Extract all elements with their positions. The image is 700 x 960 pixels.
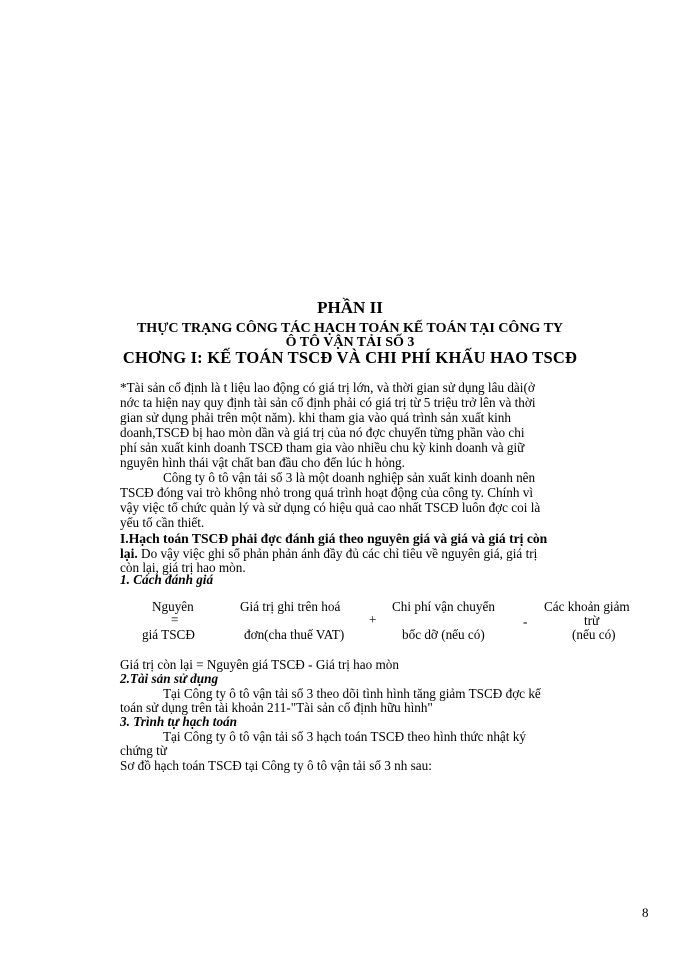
heading-i-line-3: còn lại, giá trị hao mòn. [120,560,246,575]
formula-col4-top: Các khoản giảm [544,599,630,614]
formula-plus: + [369,612,377,627]
intro-line-2: nớc ta hiện nay quy định tài sản cố định phải có giá trị từ 5 triệu trở lên và thời [120,395,536,410]
sub2-line-1: Tại Công ty ô tô vận tải số 3 theo dõi tình hình tăng giảm TSCĐ đợc kế [163,686,541,701]
heading-i-line-1: I.Hạch toán TSCĐ phải đợc đánh giá theo nguyên giá và giá và giá trị còn [120,531,548,546]
sub3-title: 3. Trình tự hạch toán [120,714,237,729]
intro-line-1: *Tài sản cố định là t liệu lao động có giá trị lớn, và thời gian sử dụng lâu dài(ở [120,380,535,395]
formula-col3-top: Chi phí vận chuyển [392,599,495,614]
intro-line-5: phí sản xuất kinh doanh TSCĐ tham gia vào nhiều chu kỳ kinh doanh và giữ [120,440,525,455]
heading-i-bold-end: lại. [120,546,138,561]
formula-col2-bottom: đơn(cha thuế VAT) [244,627,345,642]
sub3-line-2: chứng từ [120,743,167,758]
part-title: PHẦN II [317,298,383,317]
company-line-1: Công ty ô tô vận tải số 3 là một doanh nghiệp sản xuất kinh doanh nên [163,470,536,485]
heading-i-rest: Do vậy việc ghi sổ phản phản ánh đầy đủ các chỉ tiêu về nguyên giá, giá trị [137,546,538,561]
residual-value-line: Giá trị còn lại = Nguyên giá TSCĐ - Giá trị hao mòn [120,657,399,672]
page-number: 8 [642,905,649,920]
intro-line-4: doanh,TSCĐ bị hao mòn dần và giá trị của nó đợc chuyển từng phần vào chi [120,425,525,440]
heading-i-line-2 [120,546,537,561]
formula-col3-bottom: bốc dỡ (nếu có) [402,627,485,642]
section-title-line1: THỰC TRẠNG CÔNG TÁC HẠCH TOÁN KẾ TOÁN TẠI CÔNG TY [136,321,564,336]
formula-col1-top: Nguyên [152,599,194,614]
sub2-line-2: toán sử dụng trên tài khoản 211-"Tài sản cố định hữu hình" [120,700,433,715]
formula-col2-top: Giá trị ghi trên hoá [240,599,341,614]
formula-equals: = [171,612,179,627]
intro-line-3: gian sử dụng phải trên một năm). khi tham gia vào quá trình sản xuất kinh [120,410,511,425]
chapter-title: CHƠNG I: KẾ TOÁN TSCĐ VÀ CHI PHÍ KHẤU HAO TSCĐ [122,348,578,367]
sub2-title: 2.Tài sản sử dụng [120,671,219,686]
intro-line-6: nguyên hình thái vật chất ban đầu cho đến lúc h hỏng. [120,455,405,470]
sub3-line-1: Tại Công ty ô tô vận tải số 3 hạch toán TSCĐ theo hình thức nhật ký [163,729,526,744]
company-line-2: TSCĐ đóng vai trò không nhỏ trong quá trình hoạt động của công ty. Chính vì [120,485,534,500]
sub1-title: 1. Cách đánh giá [120,572,214,587]
formula-col4-bottom: (nếu có) [572,627,616,642]
formula-col4-mid: trừ [584,613,600,628]
formula-col1-bottom: giá TSCĐ [142,627,195,642]
diagram-intro-line: Sơ đồ hạch toán TSCĐ tại Công ty ô tô vận tải số 3 nh sau: [120,758,432,773]
section-title-line2: Ô TÔ VẬN TẢI SỐ 3 [285,335,415,350]
company-line-4: yếu tố cần thiết. [120,515,205,530]
formula-minus: - [523,614,528,629]
company-line-3: vậy việc tổ chức quản lý và sử dụng có hiệu quả cao nhất TSCĐ luôn đợc coi là [120,500,541,515]
